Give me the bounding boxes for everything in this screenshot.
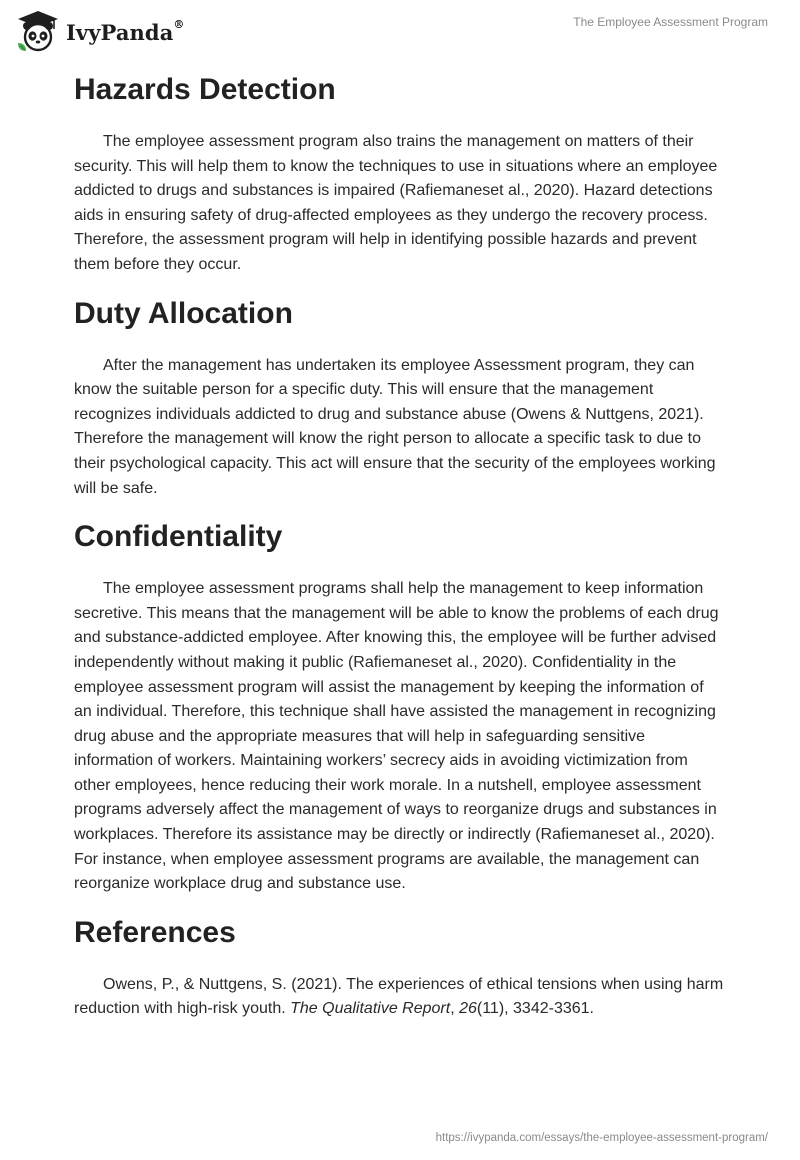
section-hazards-detection bbox=[74, 70, 724, 278]
document-title: The Employee Assessment Program bbox=[573, 15, 768, 29]
section-duty-allocation bbox=[74, 294, 724, 502]
section-confidentiality bbox=[74, 517, 724, 897]
reference-entry: Owens, P., & Nuttgens, S. (2021). The experiences of ethical tensions when using harm reduction with high-risk youth. The Qualitative Report, 26(11), 3342-3361. bbox=[74, 975, 724, 1018]
page-header bbox=[0, 0, 800, 60]
section-paragraph: After the management has undertaken its employee Assessment program, they can know the suitable person for a specific duty. This will ensure that the management recognizes individuals addicted to drug and substance abuse (Owens & Nuttgens, 2021). Therefore the management will know the right person to allocate a specific task to due to their psychological capacity. This act will ensure that the security of the employees working will be safe. bbox=[74, 356, 716, 497]
logo-text: IvyPanda® bbox=[66, 17, 185, 45]
section-paragraph: The employee assessment program also trains the management on matters of their security. This will help them to know the techniques to use in situations where an employee addicted to drugs and substances is impaired (Rafiemaneset al., 2020). Hazard detections aids in ensuring safety of drug-affected employees as they undergo the recovery process. Therefore, the assessment program will help in identifying possible hazards and prevent them before they occur. bbox=[74, 133, 718, 273]
reference-journal: The Qualitative Report bbox=[290, 1000, 451, 1018]
section-heading: Hazards Detection bbox=[74, 73, 336, 106]
section-references bbox=[74, 913, 724, 1022]
section-heading: Confidentiality bbox=[74, 520, 283, 554]
section-paragraph: The employee assessment programs shall help the management to keep information secretive. This means that the management will be able to know the problems of each drug and substance-addicted employee. After knowing this, the employee will be further advised independently without making it public (Rafiemaneset al., 2020). Confidentiality in the employee assessment program will assist the management by keeping the information of an individual. Therefore, this technique shall have assisted the management in recognizing drug abuse and the appropriate measures that will help in safeguarding sensitive information of workers. Maintaining workers’ secrecy aids in avoiding victimization from other employees, hence reducing their work morale. In a nutshell, employee assessment programs adversely affect the management of ways to reorganize drugs and substances in workplaces. Therefore its assistance may be directly or indirectly (Rafiemaneset al., 2020). For instance, when employee assessment programs are available, the management can reorganize workplace drug and substance use. bbox=[74, 580, 719, 893]
essay-content bbox=[74, 70, 724, 1038]
ivypanda-logo[interactable] bbox=[14, 9, 185, 53]
section-heading: Duty Allocation bbox=[74, 296, 293, 330]
source-url[interactable]: https://ivypanda.com/essays/the-employee-assessment-program/ bbox=[435, 1132, 768, 1144]
references-heading: References bbox=[74, 915, 236, 949]
panda-graduate-icon bbox=[14, 9, 62, 53]
reference-volume: 26 bbox=[459, 1000, 477, 1018]
